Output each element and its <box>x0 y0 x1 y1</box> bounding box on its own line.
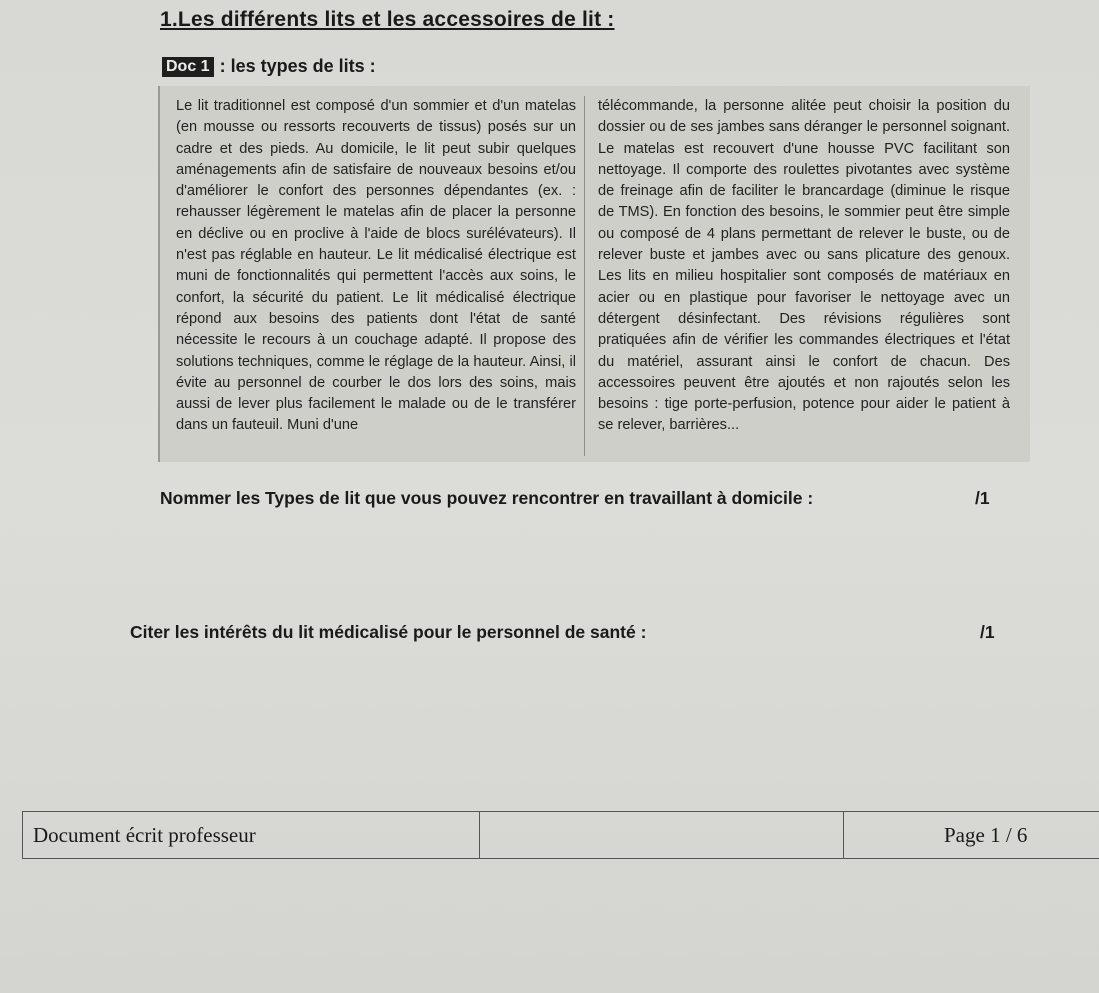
doc-left-paragraph: Le lit traditionnel est composé d'un sommier et d'un matelas (en mousse ou ressorts recouverts de tissus) posés sur un cadre et des pieds. Au domicile, le lit peut subir quelques aménagements afin de satisfaire de nouveaux besoins et/ou d'améliorer le confort des personnes dépendantes (ex. : rehausser légèrement le matelas afin de placer la personne en déclive ou en proclive à l'aide de blocs surélévateurs). Il n'est pas réglable en hauteur. Le lit médicalisé électrique est muni de fonctionnalités qui permettent l'accès aux soins, le confort, la sécurité du patient. Le lit médicalisé électrique répond aux besoins des patients dont l'état de santé nécessite le recours à un couchage adapté. Il propose des solutions techniques, comme le réglage de la hauteur. Ainsi, il évite au personnel de courber le dos lors des soins, mais aussi de lever plus facilement le malade ou de le transférer dans un fauteuil. Muni d'une <box>176 98 576 434</box>
footer-left-cell <box>23 812 489 858</box>
question-1: Nommer les Types de lit que vous pouvez rencontrer en travaillant à domicile : <box>160 488 814 508</box>
question-2-score: /1 <box>980 622 995 642</box>
footer-document-label: Document écrit professeur <box>33 822 256 847</box>
doc-badge: Doc 1 <box>162 57 214 77</box>
doc-right-paragraph: télécommande, la personne alitée peut choisir la position du dossier ou de ses jambes sans déranger le personnel soignant. Le matelas est recouvert d'une housse PVC facilitant son nettoyage. Il comporte des roulettes pivotantes avec système de freinage afin de faciliter le brancardage (diminue le risque de TMS). En fonction des besoins, le sommier peut être simple ou composé de 4 plans permettant de relever le buste, ou de relever buste et jambes avec ou sans plicature des genoux. Les lits en milieu hospitalier sont composés de matériaux en acier ou en plastique pour favoriser le nettoyage avec un détergent désinfectant. Des révisions régulières sont pratiquées afin de vérifier les commandes électriques et l'état du matériel, assurant ainsi le confort de chacun. Des accessoires peuvent être ajoutés et non rajoutés selon les besoins : tige porte-perfusion, potence pour aider le patient à se relever, barrières... <box>598 98 1010 434</box>
question-2: Citer les intérêts du lit médicalisé pour le personnel de santé : <box>130 622 647 642</box>
footer-middle-cell <box>479 812 844 858</box>
doc-right-column <box>598 96 1010 437</box>
page-number: Page 1 / 6 <box>944 822 1028 847</box>
doc-heading-text: : les types de lits : <box>219 56 376 76</box>
question-1-score: /1 <box>975 488 990 508</box>
doc-heading <box>162 56 376 77</box>
doc-left-column <box>176 96 576 437</box>
column-divider <box>584 96 585 456</box>
footer-table <box>22 811 1099 859</box>
footer-right-cell <box>843 812 1099 858</box>
doc-text-box <box>158 86 1030 462</box>
section-title: 1.Les différents lits et les accessoires de lit : <box>160 8 615 31</box>
